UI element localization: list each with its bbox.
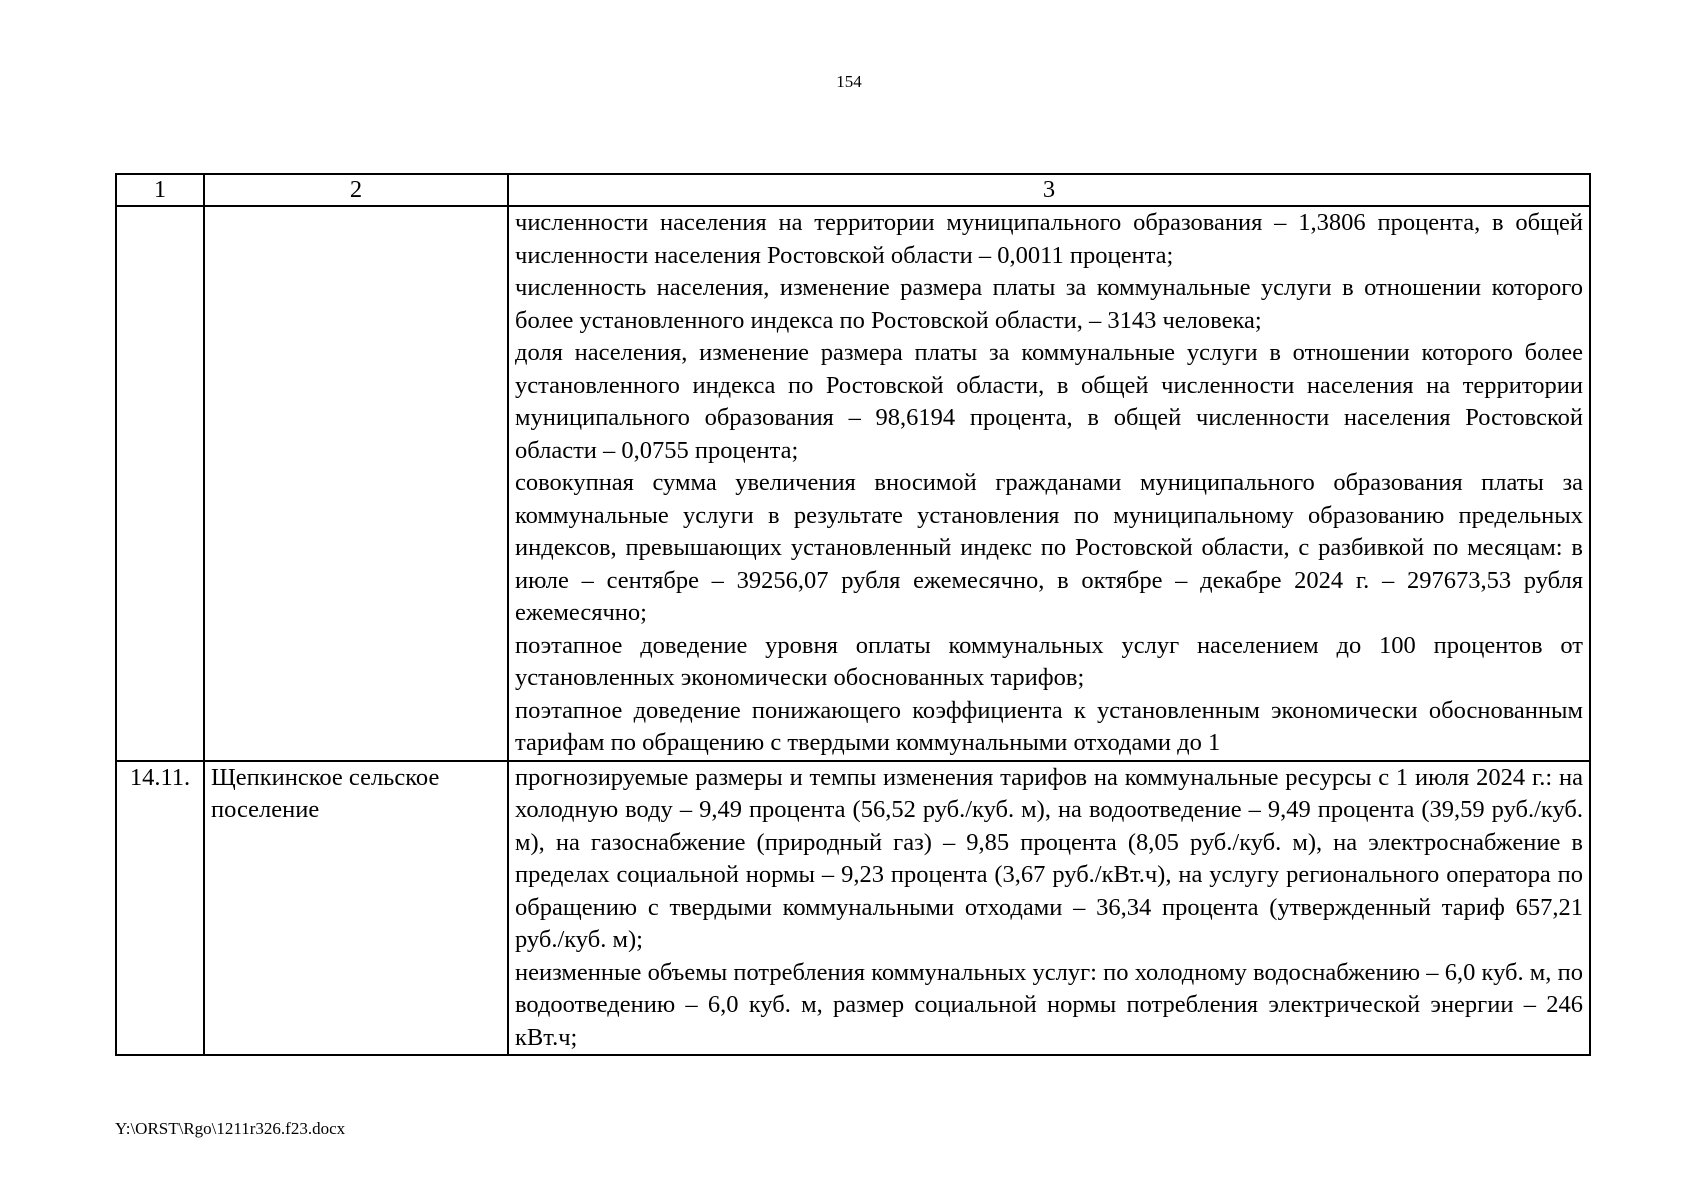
municipality-name (204, 206, 508, 761)
page-number: 154 (836, 72, 862, 91)
municipality-name: Щепкинское сельское поселение (204, 761, 508, 1056)
paragraph: поэтапное доведение понижающего коэффициента к установленным экономически обоснованным тарифам по обращению с твердыми коммунальными отходами до 1 (515, 696, 1583, 756)
row-description (508, 206, 1590, 761)
row-number: 14.11. (116, 761, 204, 1056)
paragraph: прогнозируемые размеры и темпы изменения тарифов на коммунальные ресурсы с 1 июля 2024 г.: на холодную воду – 9,49 процента (56,52 руб./куб. м), на водоотведение – 9,49 процента (39,59 руб./куб. м), на газоснабжение (природный газ) – 9,85 процента (8,05 руб./куб. м), на электроснабжение в пределах социальной нормы – 9,23 процента (3,67 руб./кВт.ч), на услугу регионального оператора по обращению с твердыми коммунальными отходами – 36,34 процента (утвержденный тариф 657,21 руб./куб. м); (515, 763, 1583, 953)
footer-file-path: Y:\ORST\Rgo\1211r326.f23.docx (115, 1119, 346, 1138)
paragraph: поэтапное доведение уровня оплаты коммунальных услуг населением до 100 процентов от установленных экономически обоснованных тарифов; (515, 631, 1583, 691)
paragraph: совокупная сумма увеличения вносимой гражданами муниципального образования платы за коммунальные услуги в результате установления по муниципальному образованию предельных индексов, превышающих установленный индекс по Ростовской области, с разбивкой по месяцам: в июле – сентябре – 39256,07 рубля ежемесячно, в октябре – декабре 2024 г. – 297673,53 рубля ежемесячно; (515, 469, 1583, 626)
column-header-3: 3 (508, 174, 1590, 206)
table-row (116, 761, 1590, 1056)
paragraph: доля населения, изменение размера платы за коммунальные услуги в отношении которого более установленного индекса по Ростовской области, в общей численности населения на территории муниципального образования – 98,6194 процента, в общей численности населения Ростовской области – 0,0755 процента; (515, 339, 1583, 464)
paragraph: неизменные объемы потребления коммунальных услуг: по холодному водоснабжению – 6,0 куб. м, по водоотведению – 6,0 куб. м, размер социальной нормы потребления электрической энергии – 246 кВт.ч; (515, 958, 1583, 1051)
column-header-2: 2 (204, 174, 508, 206)
document-table (115, 173, 1591, 1056)
paragraph: численности населения на территории муниципального образования – 1,3806 процента, в общей численности населения Ростовской области – 0,0011 процента; (515, 209, 1583, 269)
column-header-1: 1 (116, 174, 204, 206)
paragraph: численность населения, изменение размера платы за коммунальные услуги в отношении которого более установленного индекса по Ростовской области, – 3143 человека; (515, 274, 1583, 334)
table-header-row (116, 174, 1590, 206)
row-description (508, 761, 1590, 1056)
row-number (116, 206, 204, 761)
table-row (116, 206, 1590, 761)
